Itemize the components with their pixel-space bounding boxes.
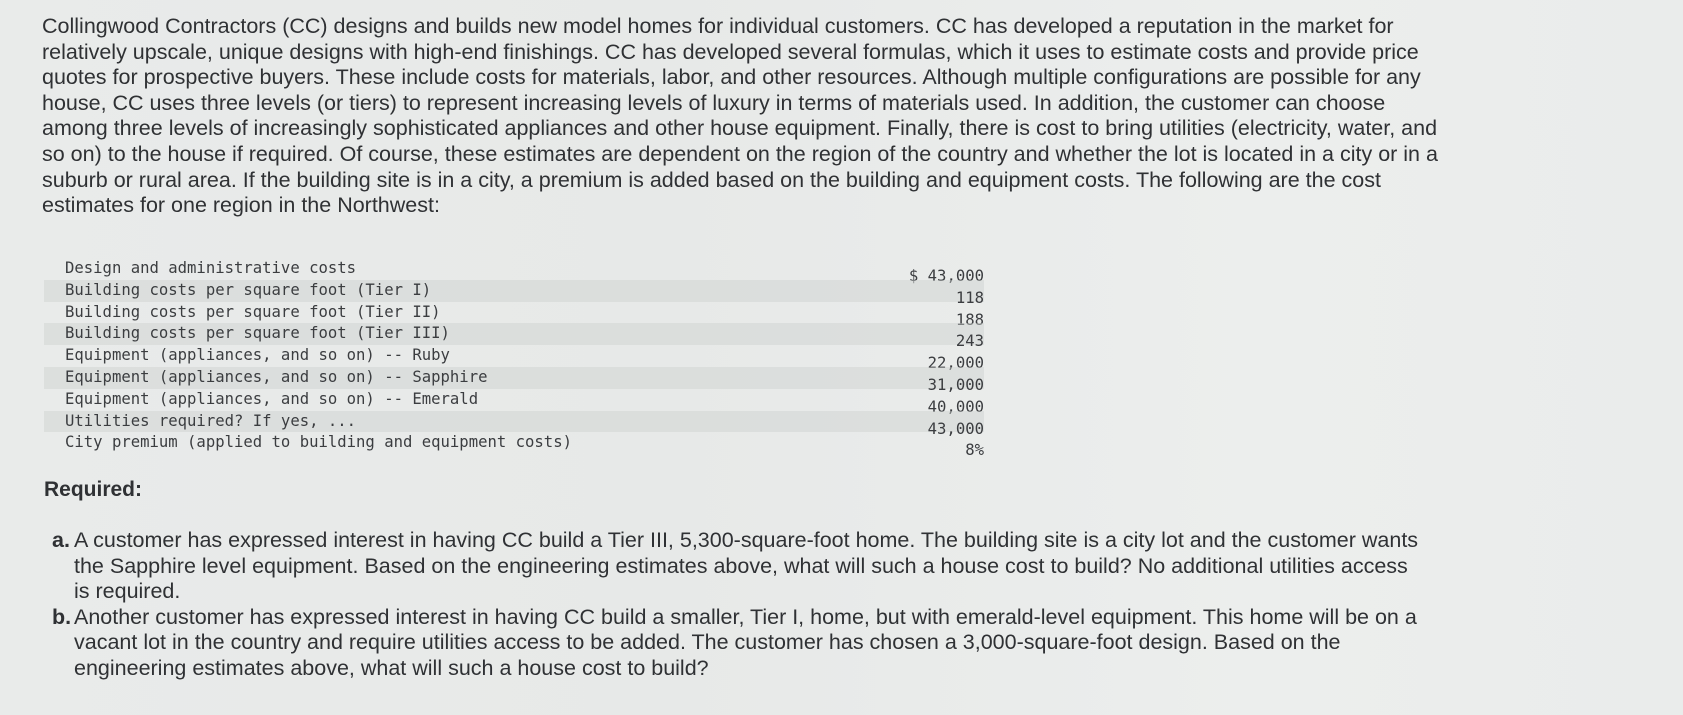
cost-value: 31,000 bbox=[927, 375, 984, 394]
cost-value: 40,000 bbox=[927, 397, 984, 416]
cost-row bbox=[44, 280, 984, 307]
required-heading: Required: bbox=[44, 478, 143, 501]
cost-label: Equipment (appliances, and so on) -- Emerald bbox=[65, 389, 479, 408]
question-item bbox=[44, 528, 1424, 605]
cost-row bbox=[44, 258, 984, 285]
cost-row bbox=[44, 367, 984, 394]
cost-value: 43,000 bbox=[927, 419, 984, 438]
cost-row bbox=[44, 345, 984, 373]
cost-row bbox=[44, 302, 984, 329]
cost-value: 243 bbox=[955, 332, 984, 351]
cost-row bbox=[44, 389, 984, 416]
intro-paragraph: Collingwood Contractors (CC) designs and builds new model homes for individual customers. CC has developed a reputation in the market for relatively upscale, unique designs with high-end finishings. CC has developed several formulas, which it uses to estimate costs and provide price quotes for prospective buyers. These include costs for materials, labor, and other resources. Although multiple configurations are possible for any house, CC uses three levels (or tiers) to represent increasing levels of luxury in terms of materials used. In addition, the customer can choose among three levels of increasingly sophisticated appliances and other house equipment. Finally, there is cost to bring utilities (electricity, water, and so on) to the house if required. Of course, these estimates are dependent on the region of the country and whether the lot is located in a city or in a suburb or rural area. If the building site is in a city, a premium is added based on the building and equipment costs. The following are the cost estimates for one region in the Northwest: bbox=[42, 14, 1438, 218]
cost-label: Design and administrative costs bbox=[65, 259, 357, 277]
cost-label: Building costs per square foot (Tier II) bbox=[65, 302, 441, 321]
cost-value: 22,000 bbox=[927, 354, 984, 373]
cost-label: Building costs per square foot (Tier III) bbox=[65, 324, 450, 343]
cost-value: 188 bbox=[955, 310, 984, 329]
cost-row bbox=[44, 432, 984, 460]
cost-value: 118 bbox=[955, 288, 984, 307]
cost-label: Equipment (appliances, and so on) -- Sapphire bbox=[65, 367, 488, 386]
question-item bbox=[44, 605, 1424, 682]
cost-row bbox=[44, 411, 984, 438]
question-letter: b. bbox=[52, 604, 72, 629]
cost-label: Utilities required? If yes, ... bbox=[65, 411, 357, 430]
cost-value: 8% bbox=[965, 441, 984, 460]
cost-row bbox=[44, 323, 984, 351]
question-letter: a. bbox=[52, 528, 70, 552]
cost-label: Building costs per square foot (Tier I) bbox=[65, 280, 432, 299]
cost-value: $ 43,000 bbox=[908, 267, 984, 285]
cost-label: City premium (applied to building and equipment costs) bbox=[65, 433, 572, 452]
required-questions-list bbox=[44, 528, 1424, 682]
cost-estimates-table bbox=[44, 258, 984, 460]
question-text: A customer has expressed interest in having CC build a Tier III, 5,300-square-foot home. The building site is a city lot and the customer wants the Sapphire level equipment. Based on the engineering estimates above, what will such a house cost to build? No additional utilities access is required. bbox=[74, 528, 1419, 604]
question-text: Another customer has expressed interest in having CC build a smaller, Tier I, home, but with emerald-level equipment. This home will be on a vacant lot in the country and require utilities access to be added. The customer has chosen a 3,000-square-foot design. Based on the engineering estimates above, what will such a house cost to build? bbox=[74, 604, 1417, 680]
cost-label: Equipment (appliances, and so on) -- Ruby bbox=[65, 346, 450, 365]
